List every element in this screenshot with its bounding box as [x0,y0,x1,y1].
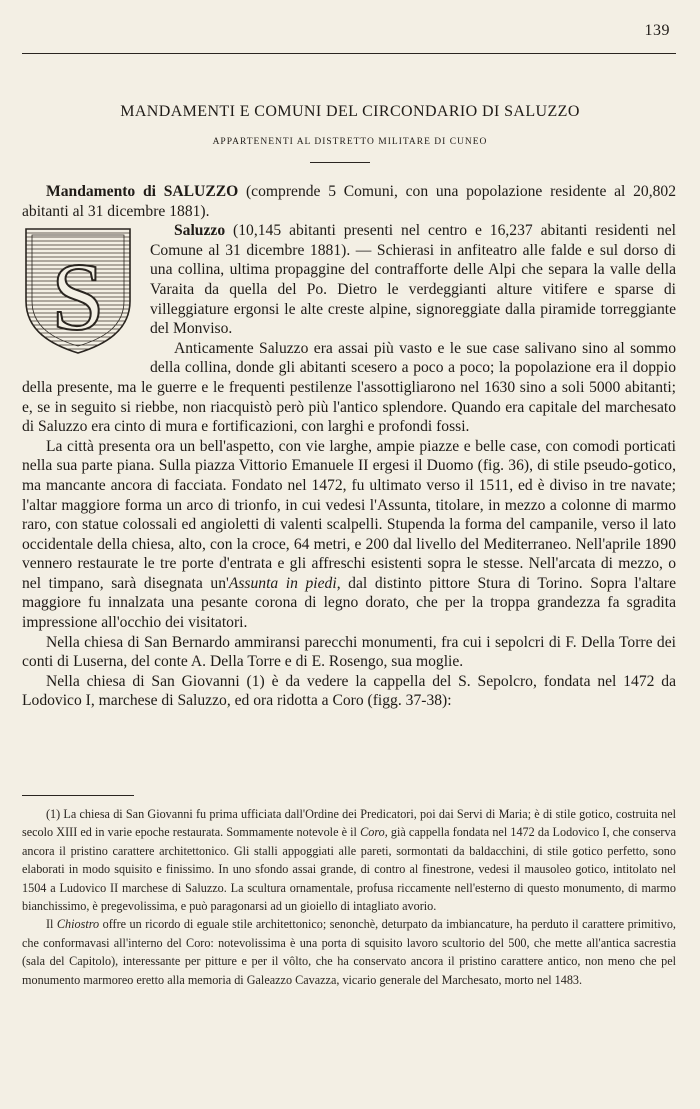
city-text-b: , dal distinto pittore Stura di Torino. Sopra l'altare maggiore fu innalzata una pesante corona di legno dorato, che per la troppa grandezza fa sgradita impressione all'occhio dei visitatori. [22,574,676,632]
page-subtitle: APPARTENENTI AL DISTRETTO MILITARE DI CUNEO [212,137,488,147]
paragraph-san-giovanni: Nella chiesa di San Giovanni (1) è da vedere la cappella del S. Sepolcro, fondata nel 1472 da Lodovico I, marchese di Saluzzo, ed ora ridotta a Coro (figg. 37-38): [22,672,676,710]
footnote-1-italic: Coro [360,825,385,840]
paragraph-san-bernardo: Nella chiesa di San Bernardo ammiransi parecchi monumenti, fra cui i sepolcri di F. Della Torre dei conti di Luserna, del conte A. Della Torre e di E. Rosengo, sua moglie. [22,633,676,671]
paragraph-city [22,437,676,633]
footnotes [22,805,676,989]
footnote-1-text-a: (1) La chiesa di San Giovanni fu prima ufficiata dall'Ordine dei Predicatori, poi dai Servi di Maria; è di stile gotico, costruita nel secolo XIII ed in varie epoche restaurata. Sommamente notevole è il [22,807,676,840]
coat-of-arms [20,223,140,359]
mandamento-heading: Mandamento di SALUZZO [46,183,239,200]
footnote-2-italic: Chiostro [56,917,100,932]
city-text-a: La città presenta ora un bell'aspetto, con vie larghe, ampie piazze e belle case, con comodi porticati nella sua parte piana. Sulla piazza Vittorio Emanuele II ergesi il Duomo (fig. 36), di stile pseudo-gotico, ma mancante ancora di facciata. Fondato nel 1472, fu ultimato verso il 1511, ed è diviso in tre navate; l'altar maggiore forma un arco di trionfo, in cui vedesi l'Assunta, titolare, in mezzo a colonne di marmo raro, con statue colossali ed angioletti di valenti scalpelli. Stupenda la forma del campanile, verso il lato occidentale della chiesa, alto, con la croce, 64 metri, e 200 dal livello del Mediterraneo. Nell'aprile 1890 vennero restaurate le tre porte d'entrata e gli affreschi esistenti sopra le stesse. Nell'arcata di mezzo, o nel timpano, sarà disegnata un' [22,437,676,592]
mandamento-text: (comprende 5 Comuni, con una popolazione residente al 20,802 abitanti al 31 dicembre 1881). [22,183,676,220]
footnote-1 [22,805,676,915]
body-text [22,182,676,711]
footnote-rule [22,795,134,796]
header-rule [22,53,676,54]
footnote-2-text-a: Il [46,917,57,932]
page-number: 139 [644,22,670,39]
title-divider [310,162,370,163]
footnote-1-text-b: , già cappella fondata nel 1472 da Lodovico I, che conserva ancora il pristino carattere architettonico. Gli stalli appoggiati alle pareti, sormontati da baldacchini, di stile gotico perfetto, sono elaborati in modo squisito e finissimo. In uno sfondo assai grande, di contro al finestrone, vedesi il mausoleo gotico, intitolato nel 1504 a Ludovico II marchese di Saluzzo. La scultura ornamentale, profusa riccamente nell'esterno di questo monumento, di marmo bianchissimo, è pregevolissima, e può paragonarsi ad un gioiello di intagliato avorio. [22,825,676,914]
footnote-2 [22,915,676,989]
shield-icon [20,223,136,357]
saluzzo-text: (10,145 abitanti presenti nel centro e 16,237 abitanti residenti nel Comune al 31 dicembre 1881). — Schierasi in anfiteatro alle falde e sul dorso di una collina, ultima propaggine del contrafforte delle Alpi che separa la valle della Varaita da quella del Po. Dietro le verdeggianti alture vitifere e sparse di villeggiature ergonsi le alte creste alpine, signoreggiate dalla piramide torreggiante del Monviso. [150,222,676,338]
paragraph-mandamento [22,182,676,221]
page-title: MANDAMENTI E COMUNI DEL CIRCONDARIO DI SALUZZO [120,103,580,120]
saluzzo-heading: Saluzzo [174,222,226,240]
paragraph-history: Anticamente Saluzzo era assai più vasto e le sue case salivano sino al sommo della collina, donde gli abitanti scesero a poco a poco; la popolazione era il doppio della presente, ma le guerre e le frequenti pestilenze l'assottigliarono nel 1630 sino a soli 5000 abitanti; e, se in seguito si riebbe, non riacquistò però più l'antico splendore. Quando era capitale del marchesato di Saluzzo era cinto di mura e fortificazioni, con larghi e profondi fossi. [22,339,676,436]
footnote-2-text-b: offre un ricordo di eguale stile architettonico; senonchè, deturpato da imbiancature, ha perduto il carattere primitivo, che conformavasi all'interno del Coro: notevolissima è una porta di squisito lavoro scultorio del 500, che mette all'antica sacrestia (sala del Capitolo), interessante per pitture e per il vôlto, che ha conservato ancora il pristino carattere antico, non meno che pel monumento marmoreo eretto alla memoria di Galeazzo Cavazza, vicario generale del Marchesato, morto nel 1483. [22,917,676,987]
city-italic: Assunta in piedi [228,574,337,592]
crest-letter: S [51,243,105,351]
